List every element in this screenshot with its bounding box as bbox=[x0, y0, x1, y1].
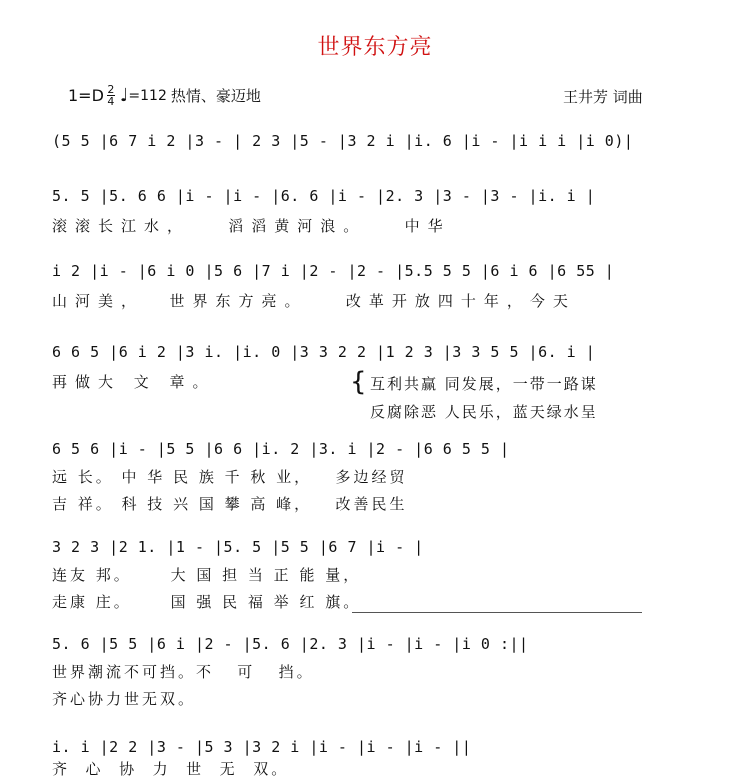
time-bottom: 4 bbox=[107, 95, 115, 108]
notation-line: (5 5 |6 7 i 2 |3 - | 2 3 |5 - |3 2 i |i. 6 |i - |i i i |i 0)| bbox=[52, 132, 634, 150]
score-row-4 bbox=[52, 440, 702, 514]
lyric-line: 再做大 文 章。 bbox=[52, 373, 216, 391]
score-row-5 bbox=[52, 538, 702, 612]
key-signature: 1=D bbox=[68, 86, 104, 105]
lyric-line: 滚滚长江水， 滔滔黄河浪。 中华 bbox=[52, 217, 451, 235]
score-row-2 bbox=[52, 262, 702, 311]
lyric-line-verse2: 反腐除恶 人民乐，蓝天绿水呈 bbox=[370, 403, 598, 421]
lyric-line: 山河美， 世界东方亮。 改革开放四十年，今天 bbox=[52, 292, 576, 310]
time-top: 2 bbox=[107, 83, 115, 96]
notation-line: i 2 |i - |6 i 0 |5 6 |7 i |2 - |2 - |5.5 5 5 |6 i 6 |6 55 | bbox=[52, 262, 615, 280]
expression-mark: 热情、豪迈地 bbox=[170, 87, 261, 105]
notation-line: 6 6 5 |6 i 2 |3 i. |i. 0 |3 3 2 2 |1 2 3 |3 3 5 5 |6. i | bbox=[52, 343, 596, 361]
notation-line: 3 2 3 |2 1. |1 - |5. 5 |5 5 |6 7 |i - | bbox=[52, 538, 424, 556]
lyric-line: 远 长。 中 华 民 族 千 秋 业， 多边经贸 bbox=[52, 468, 408, 486]
time-signature bbox=[107, 84, 115, 107]
notation-line: i. i |2 2 |3 - |5 3 |3 2 i |i - |i - |i - || bbox=[52, 738, 472, 756]
notation-line: 6 5 6 |i - |5 5 |6 6 |i. 2 |3. i |2 - |6 6 5 5 | bbox=[52, 440, 510, 458]
notation-line: 5. 5 |5. 6 6 |i - |i - |6. 6 |i - |2. 3 |3 - |3 - |i. i | bbox=[52, 187, 596, 205]
lyric-line: 走康 庄。 国 强 民 福 举 红 旗。 bbox=[52, 593, 362, 611]
verse-brace: { bbox=[350, 367, 367, 397]
volta-bracket bbox=[352, 612, 642, 613]
quarter-note-icon: ♩ bbox=[119, 85, 129, 106]
lyric-line: 吉 祥。 科 技 兴 国 攀 高 峰， 改善民生 bbox=[52, 495, 408, 513]
lyric-line: 齐心协力世无双。 bbox=[52, 690, 197, 708]
tempo-mark: =112 bbox=[128, 87, 167, 104]
song-title: 世界东方亮 bbox=[317, 35, 433, 60]
score-row-6 bbox=[52, 635, 702, 709]
lyric-line-verse1: 互利共赢 同发展，一带一路谋 bbox=[370, 375, 598, 393]
lyric-line: 连友 邦。 大 国 担 当 正 能 量， bbox=[52, 566, 362, 584]
lyric-line: 齐 心 协 力 世 无 双。 bbox=[52, 760, 290, 778]
key-tempo-line bbox=[68, 84, 261, 107]
notation-line: 5. 6 |5 5 |6 i |2 - |5. 6 |2. 3 |i - |i - |i 0 :|| bbox=[52, 635, 529, 653]
lyric-line: 世界潮流不可挡。不 可 挡。 bbox=[52, 663, 315, 681]
score-row-1 bbox=[52, 187, 702, 236]
composer-credit: 王井芳 词曲 bbox=[563, 88, 643, 106]
score-row-intro bbox=[52, 132, 702, 150]
